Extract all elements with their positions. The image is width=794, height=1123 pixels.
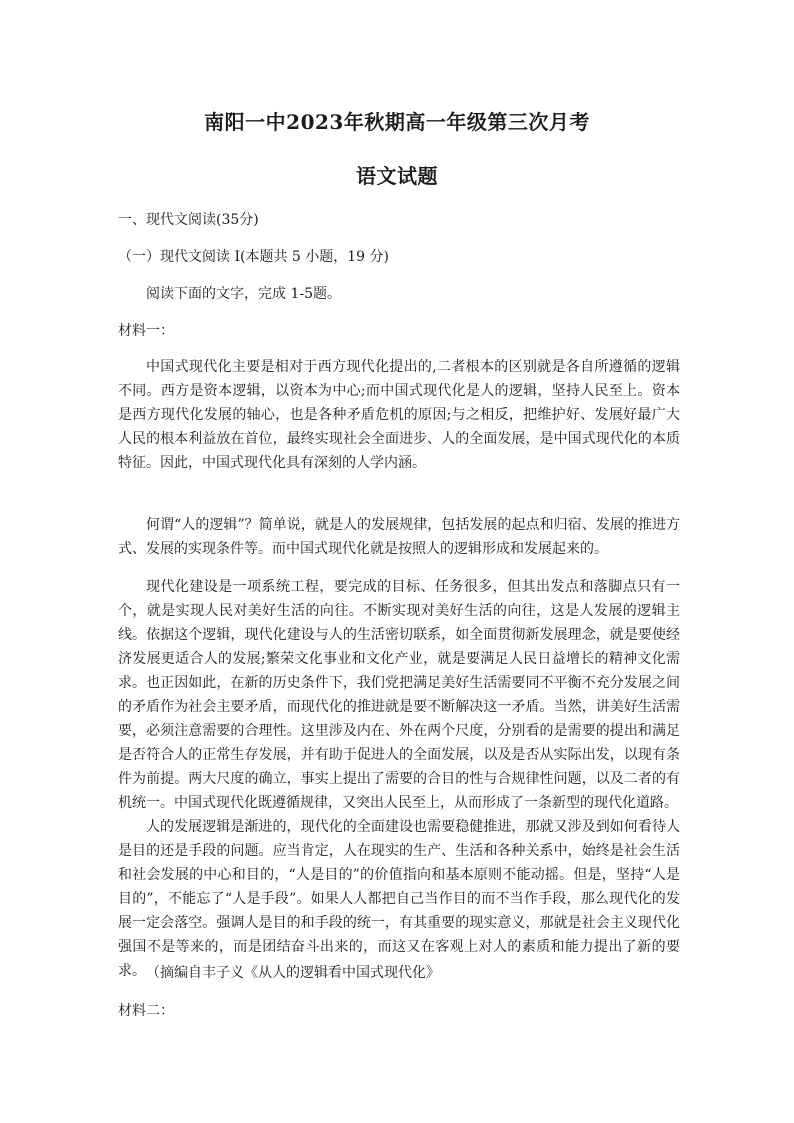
page-title: 南阳一中2023年秋期高一年级第三次月考 [204,110,590,134]
material-one-paragraph: 现代化建设是一项系统工程，要完成的目标、任务很多，但其出发点和落脚点只有一个，就是实现人民对美好生活的向往。不断实现对美好生活的向往，这是人发展的逻辑主线。依据这个逻辑，现代化建设与人的生活密切联系，如全面贯彻新发展理念，就是要使经济发展更适合人的发展;繁荣文化事业和文化产业，就是要满足人民日益增长的精神文化需求。也正因如此，在新的历史条件下，我们党把满足美好生活需要同不平衡不充分发展之间的矛盾作为社会主要矛盾，而现代化的推进就是要不断解决这一矛盾。当然，讲美好生活需要，必须注意需要的合理性。这里涉及内在、外在两个尺度，分别看的是需要的提出和满足是否符合人的正常生存发展，并有助于促进人的全面发展，以及是否从实际出发，以现有条件为前提。两大尺度的确立，事实上提出了需要的合目的性与合规律性问题，以及二者的有机统一。中国式现代化既遵循规律，又突出人民至上，从而形成了一条新型的现代化道路。 [118,579,680,811]
material-two-label: 材料二： [118,1003,174,1019]
material-one-source: （摘编自丰子义《从人的逻辑看中国式现代化》 [146,965,440,981]
section-heading: 一、现代文阅读(35分) [118,212,259,228]
page-subtitle: 语文试题 [356,164,438,188]
material-one-label: 材料一： [118,323,174,339]
material-one-paragraph: 何谓“人的逻辑”？简单说，就是人的发展规律，包括发展的起点和归宿、发展的推进方式、发展的实现条件等。而中国式现代化就是按照人的逻辑形成和发展起来的。 [118,517,680,557]
section-sub-heading: （一）现代文阅读 I(本题共 5 小题，19 分) [118,249,389,265]
material-one-paragraph: 人的发展逻辑是渐进的，现代化的全面建设也需要稳健推进，那就又涉及到如何看待人是目的还是手段的问题。应当肯定，人在现实的生产、生活和各种关系中，始终是社会生活和社会发展的中心和目的，“人是目的”的价值指向和基本原则不能动摇。但是，坚持“人是目的”，不能忘了“人是手段”。如果人人都把自己当作目的而不当作手段，那么现代化的发展一定会落空。强调人是目的和手段的统一，有其重要的现实意义，那就是社会主义现代化强国不是等来的，而是团结奋斗出来的，而这又在客观上对人的素质和能力提出了新的要求。 [118,819,680,979]
material-one-paragraph: 中国式现代化主要是相对于西方现代化提出的,二者根本的区别就是各自所遵循的逻辑不同。西方是资本逻辑，以资本为中心;而中国式现代化是人的逻辑，坚持人民至上。资本是西方现代化发展的轴心，也是各种矛盾危机的原因;与之相反，把维护好、发展好最广大人民的根本利益放在首位，最终实现社会全面进步、人的全面发展，是中国式现代化的本质特征。因此，中国式现代化具有深刻的人学内涵。 [118,359,680,471]
instruction-text: 阅读下面的文字，完成 1-5题。 [146,286,341,302]
